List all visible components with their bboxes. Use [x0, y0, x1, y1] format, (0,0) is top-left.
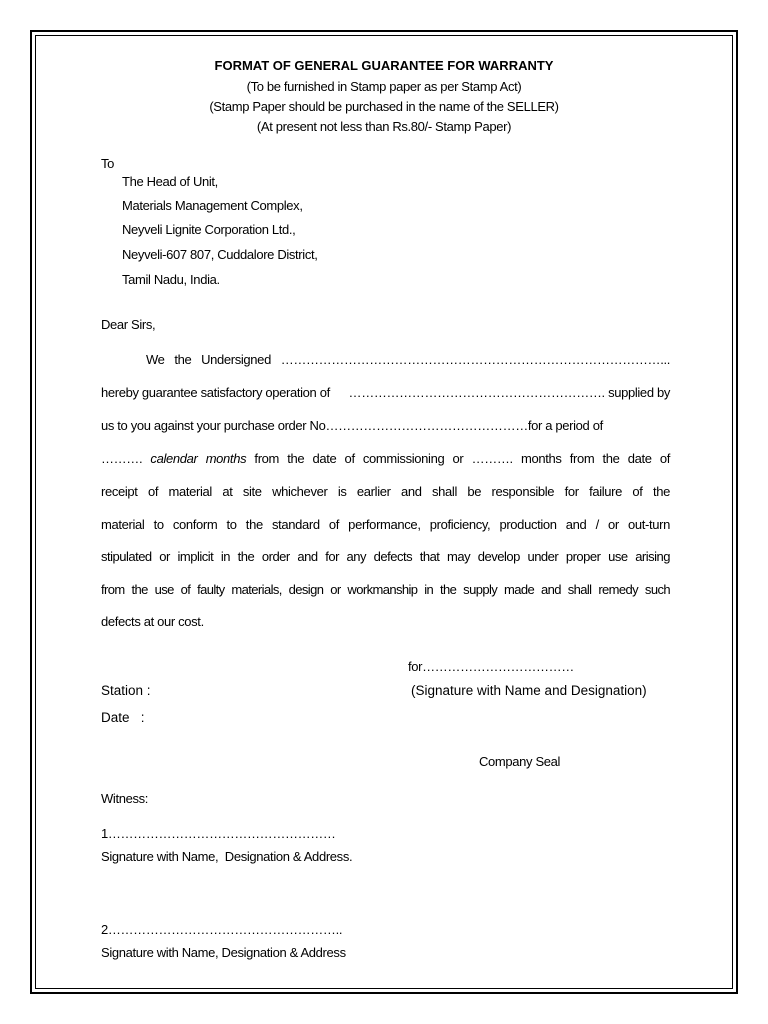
stamp-note-2: (Stamp Paper should be purchased in the name of the SELLER) [209, 99, 559, 114]
witness-1-line: 1……………………………………………… [101, 826, 336, 841]
body-line-9: defects at our cost. [101, 614, 204, 629]
body-segment: from the date of commissioning or ………. months from the date of [246, 451, 670, 466]
body-word: Undersigned [201, 352, 271, 367]
body-word: ………………………………………………………………………………... [280, 352, 670, 367]
body-line-5: receipt of material at site whichever is earlier and shall be responsible for failure of the [101, 484, 670, 499]
address-line-2: Materials Management Complex, [122, 198, 303, 213]
witness-1-signature-label: Signature with Name, Designation & Address. [101, 849, 353, 864]
address-line-4: Neyveli-607 807, Cuddalore District, [122, 247, 318, 262]
body-line-8: from the use of faulty materials, design or workmanship in the supply made and shall remedy such [101, 582, 670, 597]
body-line-2 [101, 385, 670, 401]
body-segment: ………. [101, 451, 151, 466]
address-line-1: The Head of Unit, [122, 174, 218, 189]
stamp-note-3: (At present not less than Rs.80/- Stamp Paper) [256, 119, 512, 134]
address-line-3: Neyveli Lignite Corporation Ltd., [122, 222, 296, 237]
document-title: FORMAT OF GENERAL GUARANTEE FOR WARRANTY [214, 58, 554, 73]
body-line-3 [101, 418, 670, 434]
calendar-months-text: calendar months [150, 451, 247, 466]
body-segment: hereby guarantee satisfactory operation of [101, 385, 330, 400]
date-label: Date : [101, 710, 145, 725]
body-line-6: material to conform to the standard of performance, proficiency, production and / or out-turn [101, 517, 670, 532]
witness-label: Witness: [101, 791, 149, 806]
station-label: Station : [101, 683, 151, 698]
witness-2-line: 2……………………………………………….. [101, 922, 343, 937]
company-seal-label: Company Seal [479, 754, 561, 769]
body-segment: us to you against your purchase order No…………………………………………for a period of [101, 418, 603, 433]
body-segment: ……………………………………………………. supplied by [348, 385, 670, 400]
body-line-7: stipulated or implicit in the order and for any defects that may develop under proper use arising [101, 549, 670, 564]
address-to: To [101, 156, 115, 171]
body-line-4 [101, 451, 670, 467]
signature-label: (Signature with Name and Designation) [411, 683, 647, 698]
body-line-1 [146, 352, 670, 368]
stamp-note-1: (To be furnished in Stamp paper as per Stamp Act) [246, 79, 522, 94]
witness-2-signature-label: Signature with Name, Designation & Address [101, 945, 346, 960]
address-line-5: Tamil Nadu, India. [122, 272, 220, 287]
body-word: the [174, 352, 192, 367]
body-word: We [146, 352, 165, 367]
salutation: Dear Sirs, [101, 317, 156, 332]
for-company-line: for……………………………… [408, 659, 574, 674]
